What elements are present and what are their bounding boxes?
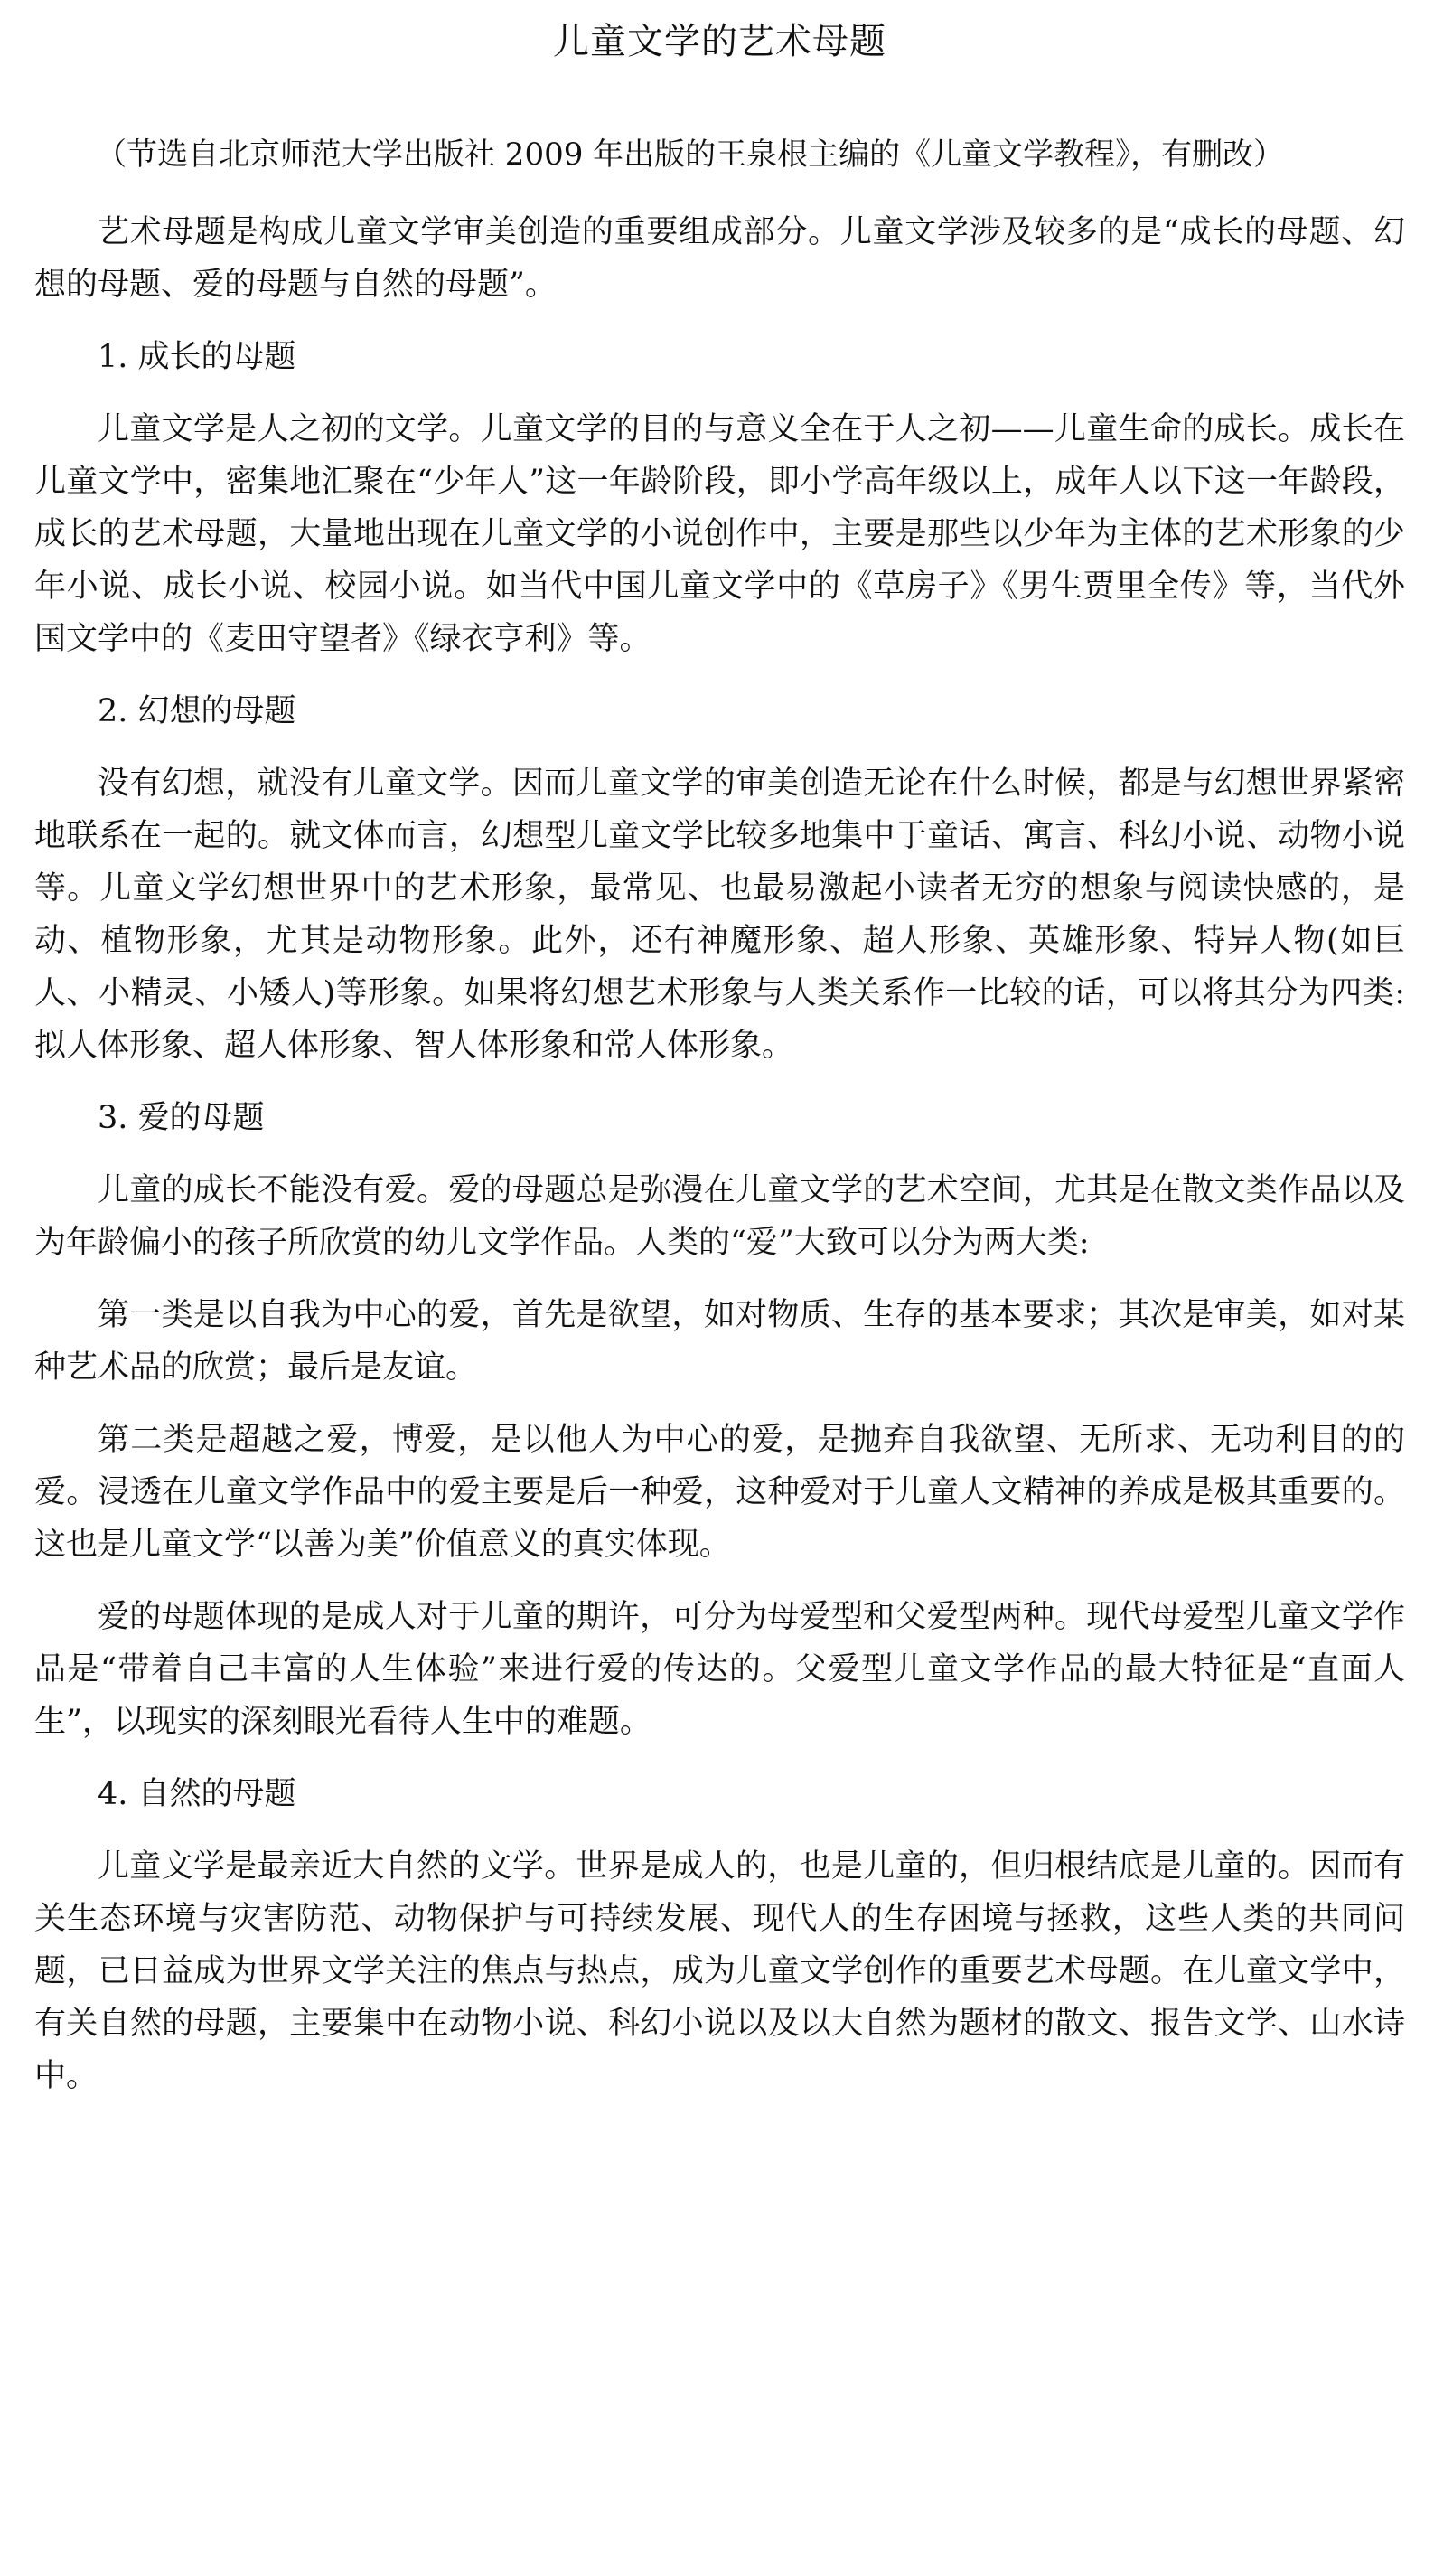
section-heading-love: 3. 爱的母题 [98, 1100, 265, 1136]
love-paragraph-3: 第二类是超越之爱，博爱，是以他人为中心的爱，是抛弃自我欲望、无所求、无功利目的的爱。浸透在儿童文学作品中的爱主要是后一种爱，这种爱对于儿童人文精神的养成是极其重要的。这也是儿童文学“以善为美”价值意义的真实体现。 [34, 1422, 1405, 1563]
fantasy-paragraph-1: 没有幻想，就没有儿童文学。因而儿童文学的审美创造无论在什么时候，都是与幻想世界紧密地联系在一起的。就文体而言，幻想型儿童文学比较多地集中于童话、寓言、科幻小说、动物小说等。儿童文学幻想世界中的艺术形象，最常见、也最易激起小读者无穷的想象与阅读快感的，是动、植物形象，尤其是动物形象。此外，还有神魔形象、超人形象、英雄形象、特异人物(如巨人、小精灵、小矮人)等形象。如果将幻想艺术形象与人类关系作一比较的话，可以将其分为四类:拟人体形象、超人体形象、智人体形象和常人体形象。 [34, 766, 1405, 1064]
section-heading-fantasy: 2. 幻想的母题 [98, 693, 296, 729]
intro-paragraph: 艺术母题是构成儿童文学审美创造的重要组成部分。儿童文学涉及较多的是“成长的母题、幻想的母题、爱的母题与自然的母题”。 [34, 214, 1405, 303]
source-note: （节选自北京师范大学出版社 2009 年出版的王泉根主编的《儿童文学教程》，有删改） [96, 136, 1285, 173]
nature-paragraph-1: 儿童文学是最亲近大自然的文学。世界是成人的，也是儿童的，但归根结底是儿童的。因而有关生态环境与灾害防范、动物保护与可持续发展、现代人的生存困境与拯救，这些人类的共同问题，已日益成为世界文学关注的焦点与热点，成为儿童文学创作的重要艺术母题。在儿童文学中，有关自然的母题，主要集中在动物小说、科幻小说以及以大自然为题材的散文、报告文学、山水诗中。 [34, 1848, 1405, 2094]
section-heading-nature: 4. 自然的母题 [98, 1776, 296, 1812]
document-title: 儿童文学的艺术母题 [553, 21, 886, 62]
section-heading-growth: 1. 成长的母题 [98, 339, 296, 375]
love-paragraph-4: 爱的母题体现的是成人对于儿童的期许，可分为母爱型和父爱型两种。现代母爱型儿童文学作品是“带着自己丰富的人生体验”来进行爱的传达的。父爱型儿童文学作品的最大特征是“直面人生”，以现实的深刻眼光看待人生中的难题。 [34, 1599, 1405, 1740]
love-paragraph-1: 儿童的成长不能没有爱。爱的母题总是弥漫在儿童文学的艺术空间，尤其是在散文类作品以及为年龄偏小的孩子所欣赏的幼儿文学作品。人类的“爱”大致可以分为两大类: [34, 1172, 1405, 1261]
growth-paragraph-1: 儿童文学是人之初的文学。儿童文学的目的与意义全在于人之初——儿童生命的成长。成长在儿童文学中，密集地汇聚在“少年人”这一年龄阶段，即小学高年级以上，成年人以下这一年龄段，成长的艺术母题，大量地出现在儿童文学的小说创作中，主要是那些以少年为主体的艺术形象的少年小说、成长小说、校园小说。如当代中国儿童文学中的《草房子》《男生贾里全传》等，当代外国文学中的《麦田守望者》《绿衣亨利》等。 [34, 411, 1405, 657]
love-paragraph-2: 第一类是以自我为中心的爱，首先是欲望，如对物质、生存的基本要求；其次是审美，如对某种艺术品的欣赏；最后是友谊。 [34, 1297, 1405, 1386]
